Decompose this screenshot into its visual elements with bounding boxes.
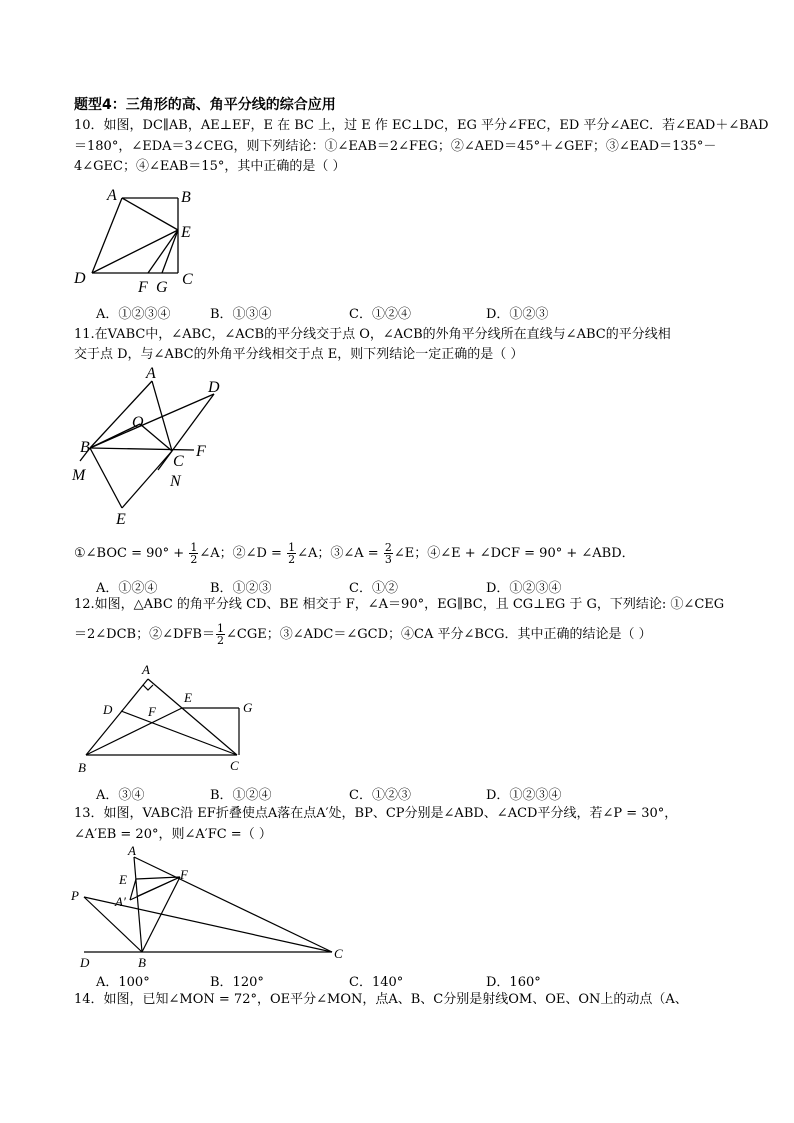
q11-frac-2 bbox=[287, 542, 296, 565]
q11-label-m: M bbox=[72, 467, 86, 484]
q10-line-3: 4∠GEC；④∠EAB＝15°，其中正确的是（ ） bbox=[74, 159, 346, 174]
q11-option-b[interactable]: B．①②③ bbox=[210, 581, 272, 596]
q12-frac-den: 2 bbox=[216, 634, 224, 647]
q11-label-e: E bbox=[116, 511, 126, 528]
q10-label-f: F bbox=[138, 279, 148, 295]
q13-option-c[interactable]: C．140° bbox=[349, 975, 404, 990]
q10-option-b[interactable]: B．①③④ bbox=[210, 307, 272, 322]
q11-label-o: O bbox=[132, 414, 144, 431]
q11-concl-4: ④∠E + ∠DCF = 90° + ∠ABD． bbox=[427, 546, 635, 561]
q11-label-a: A bbox=[146, 365, 156, 382]
q13-label-a: A bbox=[128, 843, 136, 858]
q12-label-a: A bbox=[142, 662, 150, 677]
q11-label-d: D bbox=[208, 379, 220, 396]
q12-label-b: B bbox=[78, 760, 86, 775]
q11-frac-2-den: 2 bbox=[288, 553, 296, 566]
q10-option-d[interactable]: D．①②③ bbox=[486, 307, 549, 322]
q11-frac-3 bbox=[384, 542, 393, 565]
q13-option-b[interactable]: B．120° bbox=[210, 975, 264, 990]
q11-concl-2-b: ∠A； bbox=[297, 546, 331, 561]
section-heading: 题型4：三角形的高、角平分线的综合应用 bbox=[74, 97, 336, 113]
q13-label-e: E bbox=[119, 872, 127, 887]
q11-concl-3-b: ∠E； bbox=[393, 546, 428, 561]
q12-option-c[interactable]: C．①②③ bbox=[349, 788, 411, 803]
q12-figure bbox=[72, 660, 267, 778]
q13-line-1: 13．如图，VABC沿 EF折叠使点A落在点A′处，BP、CP分别是∠ABD、∠ACD平分线，若∠P = 30°， bbox=[74, 806, 678, 821]
q11-option-c[interactable]: C．①② bbox=[349, 581, 398, 596]
q11-label-n: N bbox=[170, 473, 181, 490]
q10-label-a: A bbox=[107, 187, 117, 204]
q11-frac-1 bbox=[189, 542, 198, 565]
q10-figure bbox=[70, 180, 210, 295]
q11-frac-2-num: 1 bbox=[288, 541, 296, 554]
q12-label-c: C bbox=[230, 758, 239, 773]
q10-label-e: E bbox=[181, 224, 191, 241]
q10-label-c: C bbox=[182, 271, 193, 288]
q13-figure bbox=[68, 842, 358, 970]
q10-option-a[interactable]: A．①②③④ bbox=[96, 307, 171, 322]
q11-concl-2-a: ②∠D = bbox=[232, 546, 287, 561]
q11-frac-1-num: 1 bbox=[190, 541, 198, 554]
q11-line-2: 交于点 D，与∠ABC的外角平分线相交于点 E，则下列结论一定正确的是（ ） bbox=[74, 347, 524, 362]
q11-label-f: F bbox=[196, 443, 206, 460]
q13-line-2: ∠A′EB = 20°，则∠A′FC =（ ） bbox=[74, 827, 272, 842]
q10-label-g: G bbox=[156, 279, 168, 295]
q10-option-c[interactable]: C．①②④ bbox=[349, 307, 411, 322]
q11-figure bbox=[68, 364, 233, 532]
q11-line-1: 11.在VABC中，∠ABC，∠ACB的平分线交于点 O，∠ACB的外角平分线所在直线与∠ABC的平分线相 bbox=[74, 327, 671, 342]
q11-frac-1-den: 2 bbox=[190, 553, 198, 566]
q12-label-g: G bbox=[243, 700, 253, 715]
q12-frac bbox=[216, 623, 225, 646]
q12-line-2 bbox=[74, 622, 652, 648]
q12-label-d: D bbox=[103, 702, 113, 717]
q11-frac-3-den: 3 bbox=[384, 553, 392, 566]
q11-concl-3-a: ③∠A = bbox=[330, 546, 383, 561]
q10-line-1: 10．如图，DC∥AB，AE⊥EF，E 在 BC 上，过 E 作 EC⊥DC，EG 平分∠FEC，ED 平分∠AEC．若∠EAD＋∠BAD bbox=[74, 118, 769, 133]
q10-label-b: B bbox=[181, 189, 191, 206]
q13-option-d[interactable]: D．160° bbox=[486, 975, 541, 990]
q12-line-2-a: ＝2∠DCB；②∠DFB＝ bbox=[74, 627, 215, 642]
q12-line-1: 12.如图，△ABC 的角平分线 CD、BE 相交于 F，∠A＝90°，EG∥BC，且 CG⊥EG 于 G，下列结论: ①∠CEG bbox=[74, 597, 725, 612]
q13-label-b: B bbox=[138, 955, 146, 970]
q13-label-p: P bbox=[71, 888, 79, 903]
q12-frac-num: 1 bbox=[216, 622, 224, 635]
q13-option-a[interactable]: A．100° bbox=[96, 975, 150, 990]
q12-option-d[interactable]: D．①②③④ bbox=[486, 788, 562, 803]
q13-label-c: C bbox=[334, 946, 343, 961]
q12-option-a[interactable]: A．③④ bbox=[96, 788, 145, 803]
q11-label-c: C bbox=[173, 453, 184, 470]
q10-line-2: ＝180°，∠EDA＝3∠CEG，则下列结论：①∠EAB＝2∠FEG；②∠AED＝45°＋∠GEF；③∠EAD＝135°－ bbox=[74, 139, 717, 154]
q13-label-a-prime: A′ bbox=[115, 894, 126, 909]
q12-line-2-b: ∠CGE；③∠ADC＝∠GCD；④CA 平分∠BCG．其中正确的结论是（ ） bbox=[225, 627, 652, 642]
q13-label-d: D bbox=[80, 955, 90, 970]
q11-frac-3-num: 2 bbox=[384, 541, 392, 554]
q12-label-e: E bbox=[184, 690, 192, 705]
q11-option-a[interactable]: A．①②④ bbox=[96, 581, 158, 596]
q11-conclusions bbox=[74, 540, 635, 568]
q12-option-b[interactable]: B．①②④ bbox=[210, 788, 272, 803]
q11-concl-1-a: ①∠BOC = 90° + bbox=[74, 546, 189, 561]
q13-label-f: F bbox=[180, 867, 188, 882]
q11-label-b: B bbox=[80, 439, 90, 456]
q11-concl-1-b: ∠A； bbox=[199, 546, 233, 561]
q11-option-d[interactable]: D．①②③④ bbox=[486, 581, 562, 596]
q14-line-1: 14．如图，已知∠MON = 72°，OE平分∠MON，点A、B、C分别是射线OM、OE、ON上的动点（A、 bbox=[74, 992, 688, 1007]
q10-label-d: D bbox=[74, 270, 86, 287]
q12-label-f: F bbox=[148, 704, 156, 719]
